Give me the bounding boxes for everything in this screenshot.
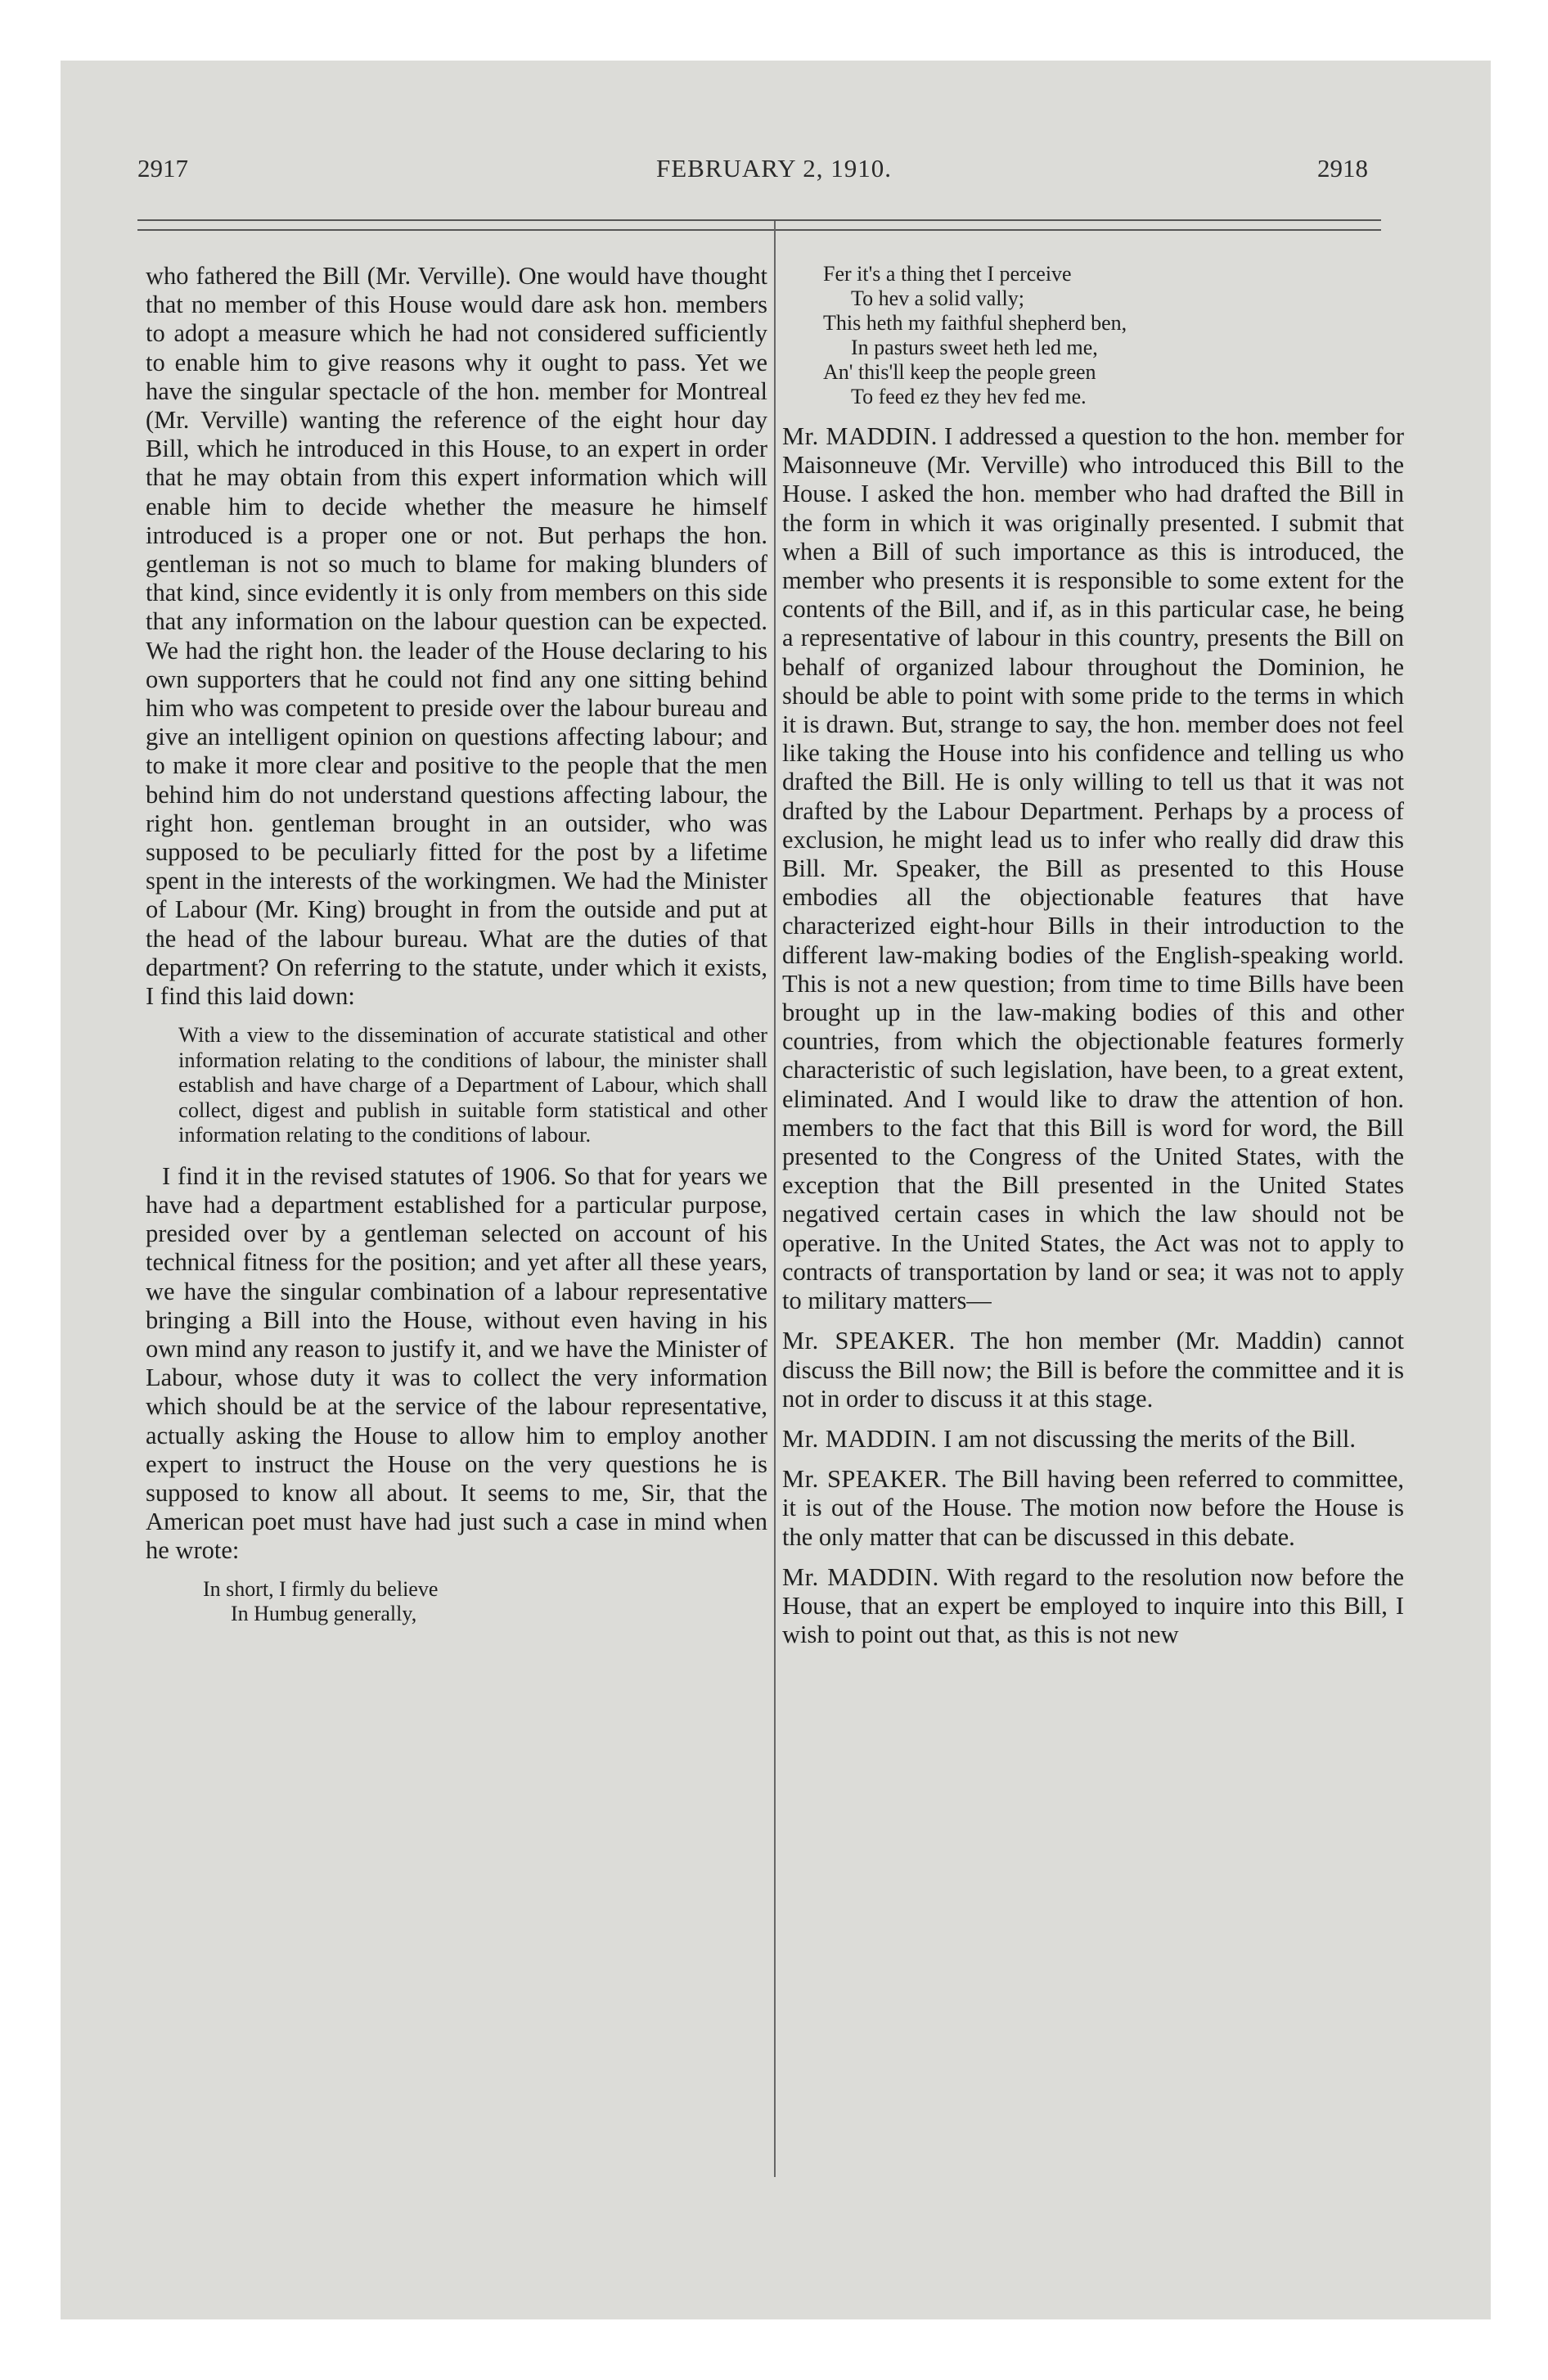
- page-number-right: 2918: [1317, 154, 1368, 183]
- verse-line: An' this'll keep the people green: [823, 360, 1096, 384]
- column-divider: [774, 221, 776, 2177]
- paragraph: who fathered the Bill (Mr. Verville). One would have thought that no member of this House would dare ask hon. members to adopt a measure which he had not considered sufficiently to enable him to give reasons why it ought to pass. Yet we have the singular spectacle of the hon. member for Montreal (Mr. Verville) wanting the reference of the eight hour day Bill, which he introduced in this House, to an expert in order that he may obtain from this expert information which will enable him to decide whether the measure he himself introduced is a proper one or not. But perhaps the hon. gentleman is not so much to blame for making blunders of that kind, since evidently it is only from members on this side that any information on the labour question can be expected. We had the right hon. the leader of the House declaring to his own supporters that he could not find any one sitting behind him who was competent to preside over the labour bureau and give an intelligent opinion on questions affecting labour; and to make it more clear and positive to the people that the men behind him do not understand questions affecting labour, the right hon. gentleman brought in an outsider, who was supposed to be peculiarly fitted for the post by a lifetime spent in the interests of the workingmen. We had the Minister of Labour (Mr. King) brought in from the outside and put at the head of the labour bureau. What are the duties of that department? On referring to the statute, under which it exists, I find this laid down:: [146, 262, 767, 1011]
- verse-line: To feed ez they hev fed me.: [851, 385, 1087, 408]
- verse-line: This heth my faithful shepherd ben,: [823, 311, 1127, 335]
- speaker-name: Mr. MADDIN.: [782, 1562, 939, 1591]
- speech-text: With regard to the resolution now before the House, that an expert be employed to inquire into this Bill, I wish to point out that, as this is not new: [782, 1562, 1404, 1649]
- speech-text: The Bill having been referred to committee, it is out of the House. The motion now before the House is the only matter that can be discussed in this debate.: [782, 1465, 1404, 1551]
- speech-text: I am not discussing the merits of the Bill.: [943, 1424, 1357, 1453]
- speech-text: I addressed a question to the hon. member for Maisonneuve (Mr. Verville) who introduced this Bill to the House. I asked the hon. member who had drafted the Bill in the form in which it was originally presented. I submit that when a Bill of such importance as this is introduced, the member who presents it is responsible to some extent for the contents of the Bill, and if, as in this particular case, he being a representative of labour in this country, presents the Bill on behalf of organized labour throughout the Dominion, he should be able to point with some pride to the terms in which it is drawn. But, strange to say, the hon. member does not feel like taking the House into his confidence and telling us who drafted the Bill. He is only willing to tell us that it was not drafted by the Labour Department. Perhaps by a process of exclusion, he might lead us to infer who really did draw this Bill. Mr. Speaker, the Bill as presented to this House embodies all the objectionable features that have characterized eight-hour Bills in their introduction to the different law-making bodies of the English-speaking world. This is not a new question; from time to time Bills have been brought up in the law-making bodies of this and other countries, from which the objectionable features formerly characteristic of such legislation, have been, to a great extent, eliminated. And I would like to draw the attention of hon. members to the fact that this Bill is word for word, the Bill presented to the Congress of the United States, with the exception that the Bill presented in the United States negatived certain cases in which the law should not be operative. In the United States, the Act was not to apply to contracts of transportation by land or sea; it was not to apply to military matters—: [782, 422, 1404, 1315]
- page-number-left: 2917: [137, 154, 188, 183]
- page-date: FEBRUARY 2, 1910.: [655, 154, 892, 183]
- speech-paragraph: [782, 1327, 1404, 1413]
- speaker-name: Mr. MADDIN.: [782, 422, 938, 450]
- verse-line: In Humbug generally,: [231, 1601, 417, 1625]
- speech-paragraph: [782, 1465, 1404, 1552]
- header-rule-bottom: [137, 229, 1381, 231]
- paragraph: I find it in the revised statutes of 1906. So that for years we have had a department established for a particular purpose, presided over by a gentleman selected on account of his technical fitness for the position; and yet after all these years, we have the singular combination of a labour representative bringing a Bill into the House, without even having in his own mind any reason to justify it, and we have the Minister of Labour, whose duty it was to collect the very information which should be at the service of the labour representative, actually asking the House to allow him to employ another expert to instruct the House on the very questions he is supposed to know all about. It seems to me, Sir, that the American poet must have had just such a case in mind when he wrote:: [146, 1161, 767, 1565]
- verse-line: In pasturs sweet heth led me,: [851, 336, 1098, 359]
- verse-line: Fer it's a thing thet I perceive: [823, 262, 1072, 286]
- verse-line: To hev a solid vally;: [851, 286, 1024, 310]
- header-rule-top: [137, 219, 1381, 221]
- speech-text: The hon member (Mr. Maddin) cannot discuss the Bill now; the Bill is before the committee and it is not in order to discuss it at this stage.: [782, 1327, 1404, 1413]
- verse-block: [203, 1577, 767, 1626]
- verse-line: In short, I firmly du believe: [203, 1576, 439, 1601]
- speaker-name: Mr. SPEAKER.: [782, 1327, 956, 1355]
- left-column: [146, 262, 767, 2169]
- verse-block: [823, 262, 1404, 409]
- speech-paragraph: [782, 1425, 1404, 1454]
- page-header: [0, 154, 1548, 195]
- speaker-name: Mr. MADDIN.: [782, 1424, 938, 1453]
- speaker-name: Mr. SPEAKER.: [782, 1465, 948, 1494]
- statute-quote: With a view to the dissemination of accurate statistical and other information relating to the conditions of labour, the minister shall establish and have charge of a Department of Labour, which shall collect, digest and publish in suitable form statistical and other information relating to the conditions of labour.: [178, 1022, 767, 1147]
- right-column: [782, 262, 1404, 2169]
- speech-paragraph: [782, 422, 1404, 1315]
- speech-paragraph: [782, 1563, 1404, 1650]
